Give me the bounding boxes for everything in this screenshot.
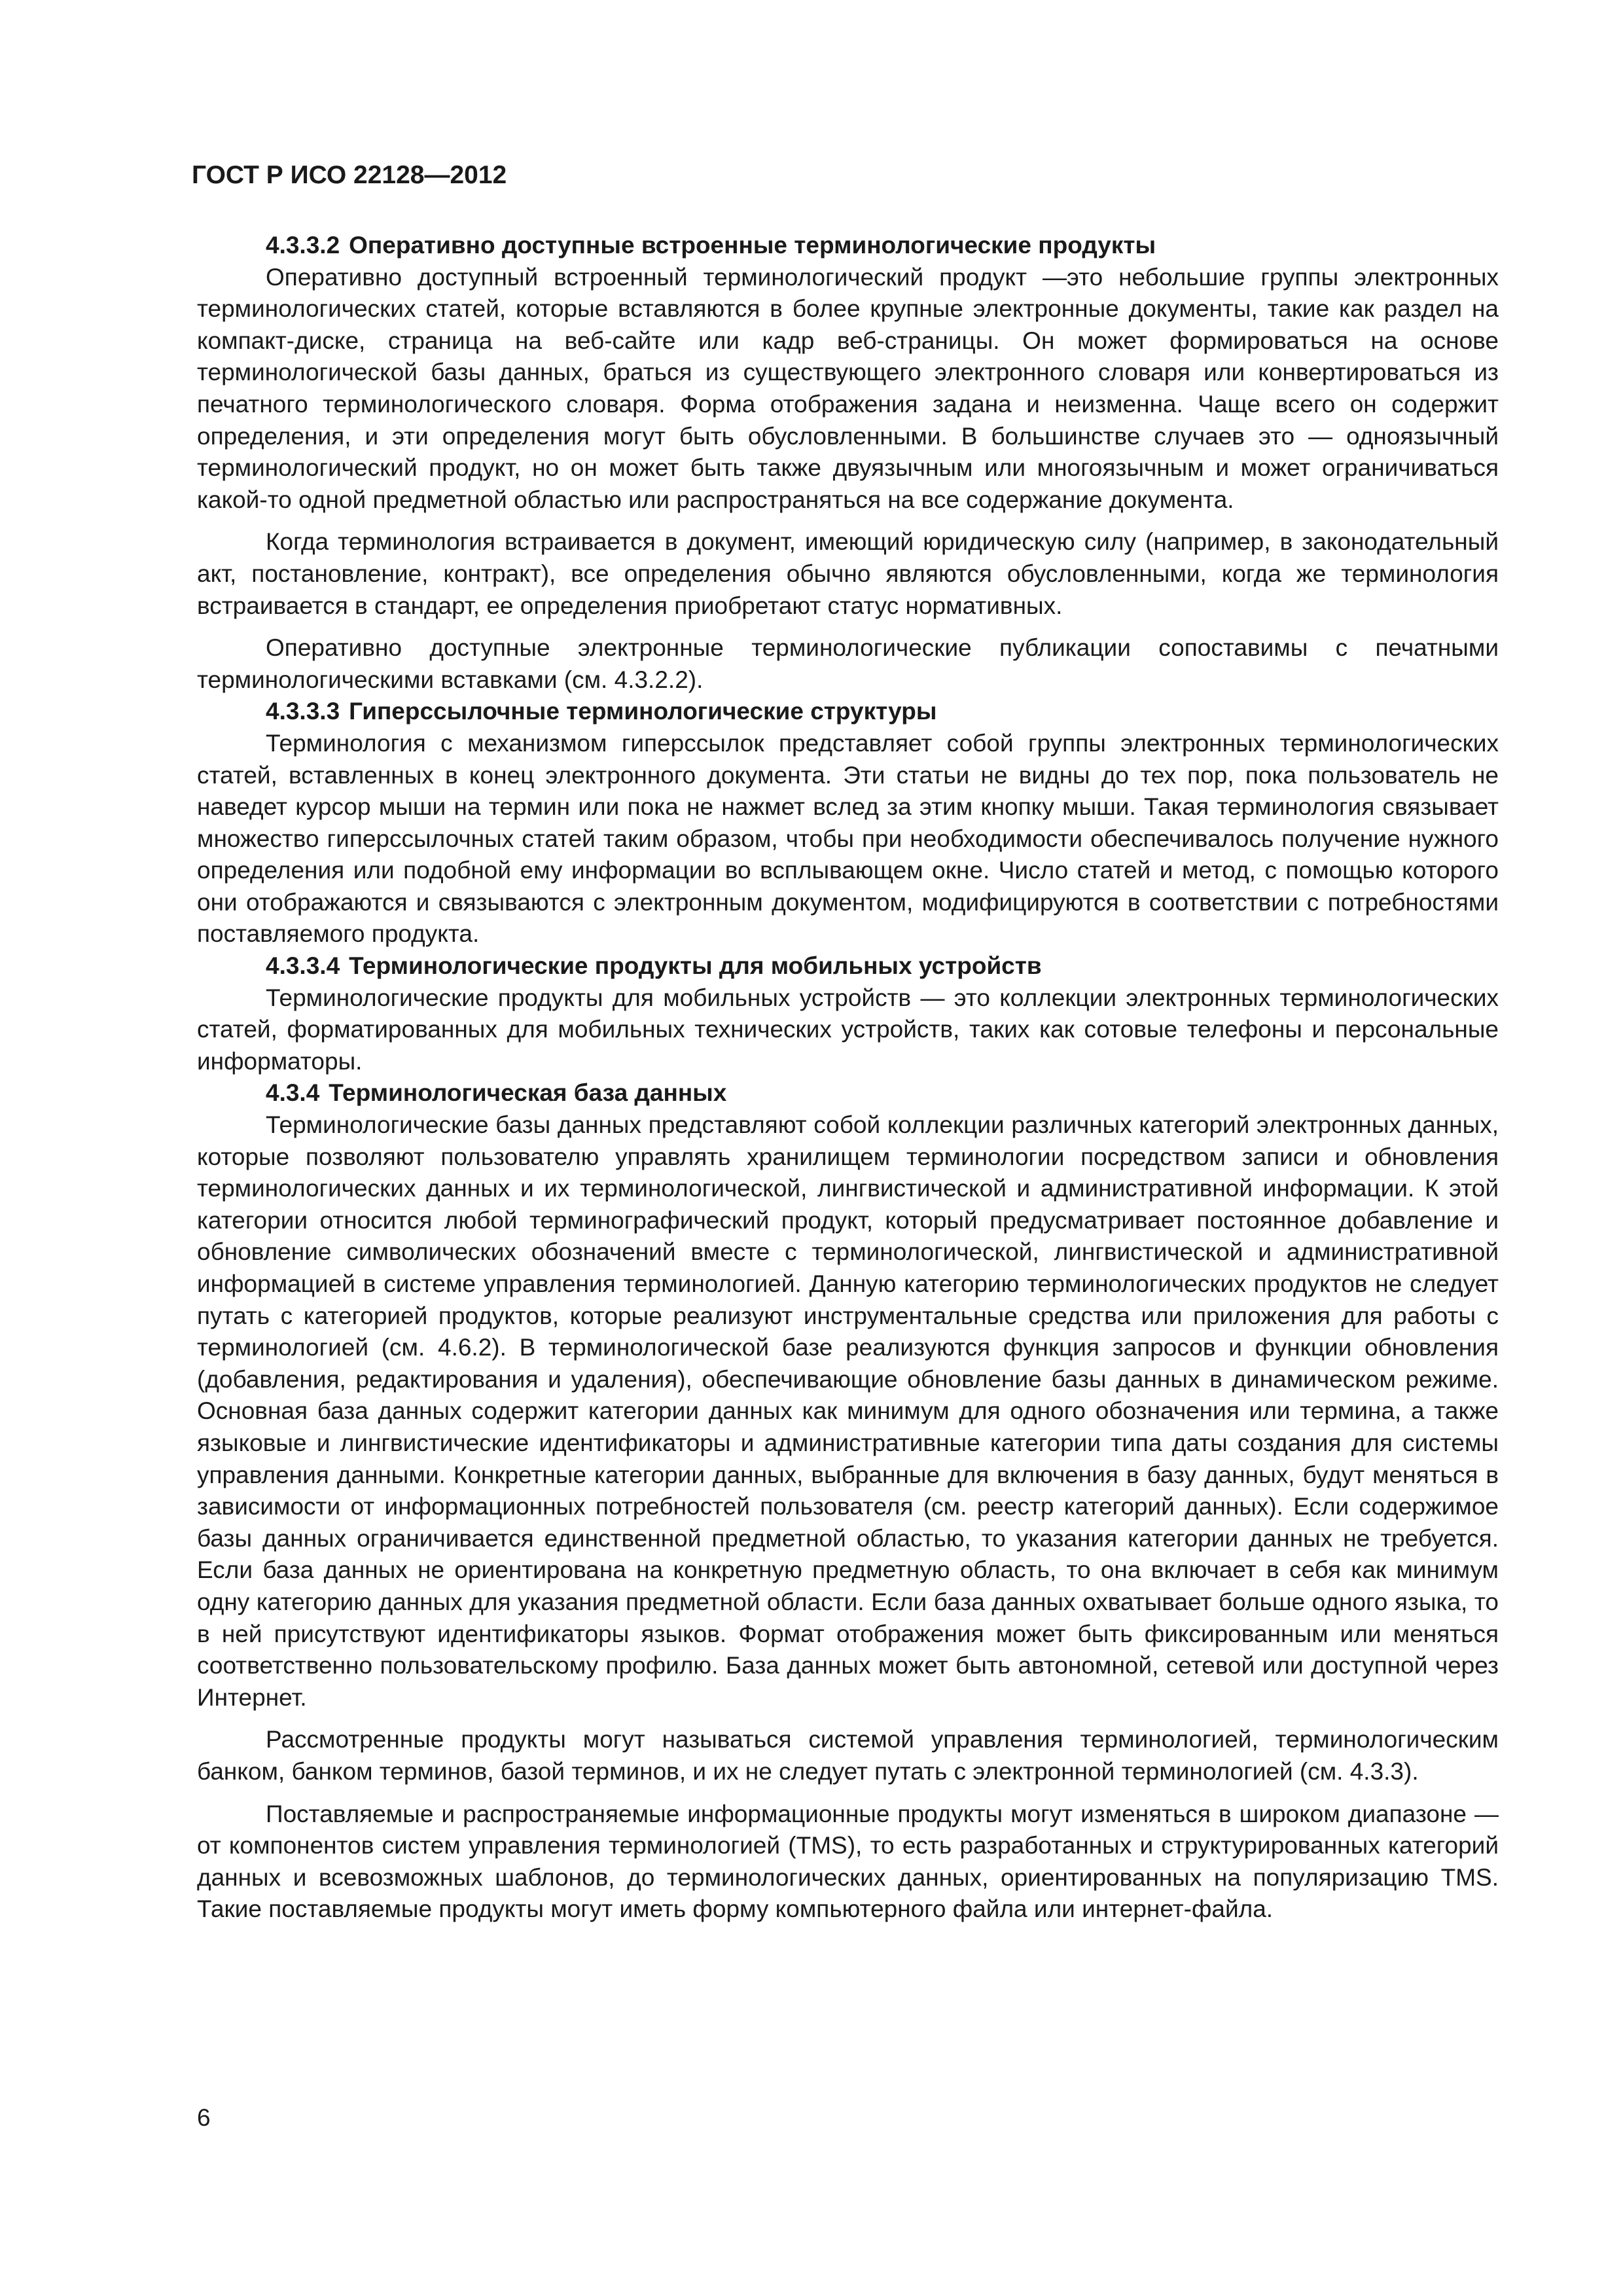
paragraph: Терминологические продукты для мобильных устройств — это коллекции электронных терминологических статей, форматированных для мобильных технических устройств, таких как сотовые телефоны и персональные информаторы. xyxy=(197,984,1499,1075)
paragraph: Рассмотренные продукты могут называться системой управления терминологией, терминологическим банком, банком терминов, базой терминов, и их не следует путать с электронной терминологией (см. 4.3.3). xyxy=(197,1726,1499,1785)
section-heading-4-3-3-3 xyxy=(197,696,1499,728)
section-number: 4.3.3.2 xyxy=(266,232,340,259)
section-title: Гиперссылочные терминологические структуры xyxy=(349,698,937,725)
paragraph: Когда терминология встраивается в документ, имеющий юридическую силу (например, в законодательный акт, постановление, контракт), все определения обычно являются обусловленными, когда же терминология встраивается в стандарт, ее определения приобретают статус нормативных. xyxy=(197,528,1499,619)
paragraph: Терминология с механизмом гиперссылок представляет собой группы электронных терминологических статей, вставленных в конец электронного документа. Эти статьи не видны до тех пор, пока пользователь не наведет курсор мыши на термин или пока не нажмет вслед за этим кнопку мыши. Такая терминология связывает множество гиперссылочных статей таким образом, чтобы при необходимости обеспечивалось получение нужного определения или подобной ему информации во всплывающем окне. Число статей и метод, с помощью которого они отображаются и связываются с электронным документом, модифицируются в соответствии с потребностями поставляемого продукта. xyxy=(197,729,1499,948)
page-number: 6 xyxy=(197,2104,211,2131)
section-heading-4-3-3-2 xyxy=(197,230,1499,262)
document-body xyxy=(197,230,1499,1926)
section-title: Оперативно доступные встроенные терминологические продукты xyxy=(349,232,1156,259)
section-title: Терминологическая база данных xyxy=(329,1079,727,1107)
section-heading-4-3-4 xyxy=(197,1077,1499,1109)
section-title: Терминологические продукты для мобильных устройств xyxy=(349,952,1042,980)
section-heading-4-3-3-4 xyxy=(197,950,1499,982)
document-code: ГОСТ Р ИСО 22128—2012 xyxy=(192,161,507,189)
paragraph: Оперативно доступные электронные терминологические публикации сопоставимы с печатными терминологическими вставками (см. 4.3.2.2). xyxy=(197,634,1499,693)
section-number: 4.3.4 xyxy=(266,1079,320,1107)
section-number: 4.3.3.3 xyxy=(266,698,340,725)
paragraph: Терминологические базы данных представляют собой коллекции различных категорий электронных данных, которые позволяют пользователю управлять хранилищем терминологии посредством записи и обновления терминологических данных и их терминологической, лингвистической и административной информации. К этой категории относится любой терминографический продукт, который предусматривает постоянное добавление и обновление символических обозначений вместе с терминологической, лингвистической и административной информацией в системе управления терминологией. Данную категорию терминологических продуктов не следует путать с категорией продуктов, которые реализуют инструментальные средства или приложения для работы с терминологией (см. 4.6.2). В терминологической базе реализуются функция запросов и функции обновления (добавления, редактирования и удаления), обеспечивающие обновление базы данных в динамическом режиме. Основная база данных содержит категории данных как минимум для одного обозначения или термина, а также языковые и лингвистические идентификаторы и административные категории типа даты создания для системы управления данными. Конкретные категории данных, выбранные для включения в базу данных, будут меняться в зависимости от информационных потребностей пользователя (см. реестр категорий данных). Если содержимое базы данных ограничивается единственной предметной областью, то указания категории данных не требуется. Если база данных не ориентирована на конкретную предметную область, то она включает в себя как минимум одну категорию данных для указания предметной области. Если база данных охватывает больше одного языка, то в ней присутствуют идентификаторы языков. Формат отображения может быть фиксированным или меняться соответственно пользовательскому профилю. База данных может быть автономной, сетевой или доступной через Интернет. xyxy=(197,1111,1499,1711)
paragraph: Поставляемые и распространяемые информационные продукты могут изменяться в широком диапазоне — от компонентов систем управления терминологией (TMS), то есть разработанных и структурированных категорий данных и всевозможных шаблонов, до терминологических данных, ориентированных на популяризацию TMS. Такие поставляемые продукты могут иметь форму компьютерного файла или интернет-файла. xyxy=(197,1800,1499,1923)
section-number: 4.3.3.4 xyxy=(266,952,340,980)
paragraph: Оперативно доступный встроенный терминологический продукт —это небольшие группы электронных терминологических статей, которые вставляются в более крупные электронные документы, такие как раздел на компакт-диске, страница на веб-сайте или кадр веб-страницы. Он может формироваться на основе терминологической базы данных, браться из существующего электронного словаря или конвертироваться из печатного терминологического словаря. Форма отображения задана и неизменна. Чаще всего он содержит определения, и эти определения могут быть обусловленными. В большинстве случаев это — одноязычный терминологический продукт, но он может быть также двуязычным или многоязычным и может ограничиваться какой-то одной предметной областью или распространяться на все содержание документа. xyxy=(197,263,1499,513)
